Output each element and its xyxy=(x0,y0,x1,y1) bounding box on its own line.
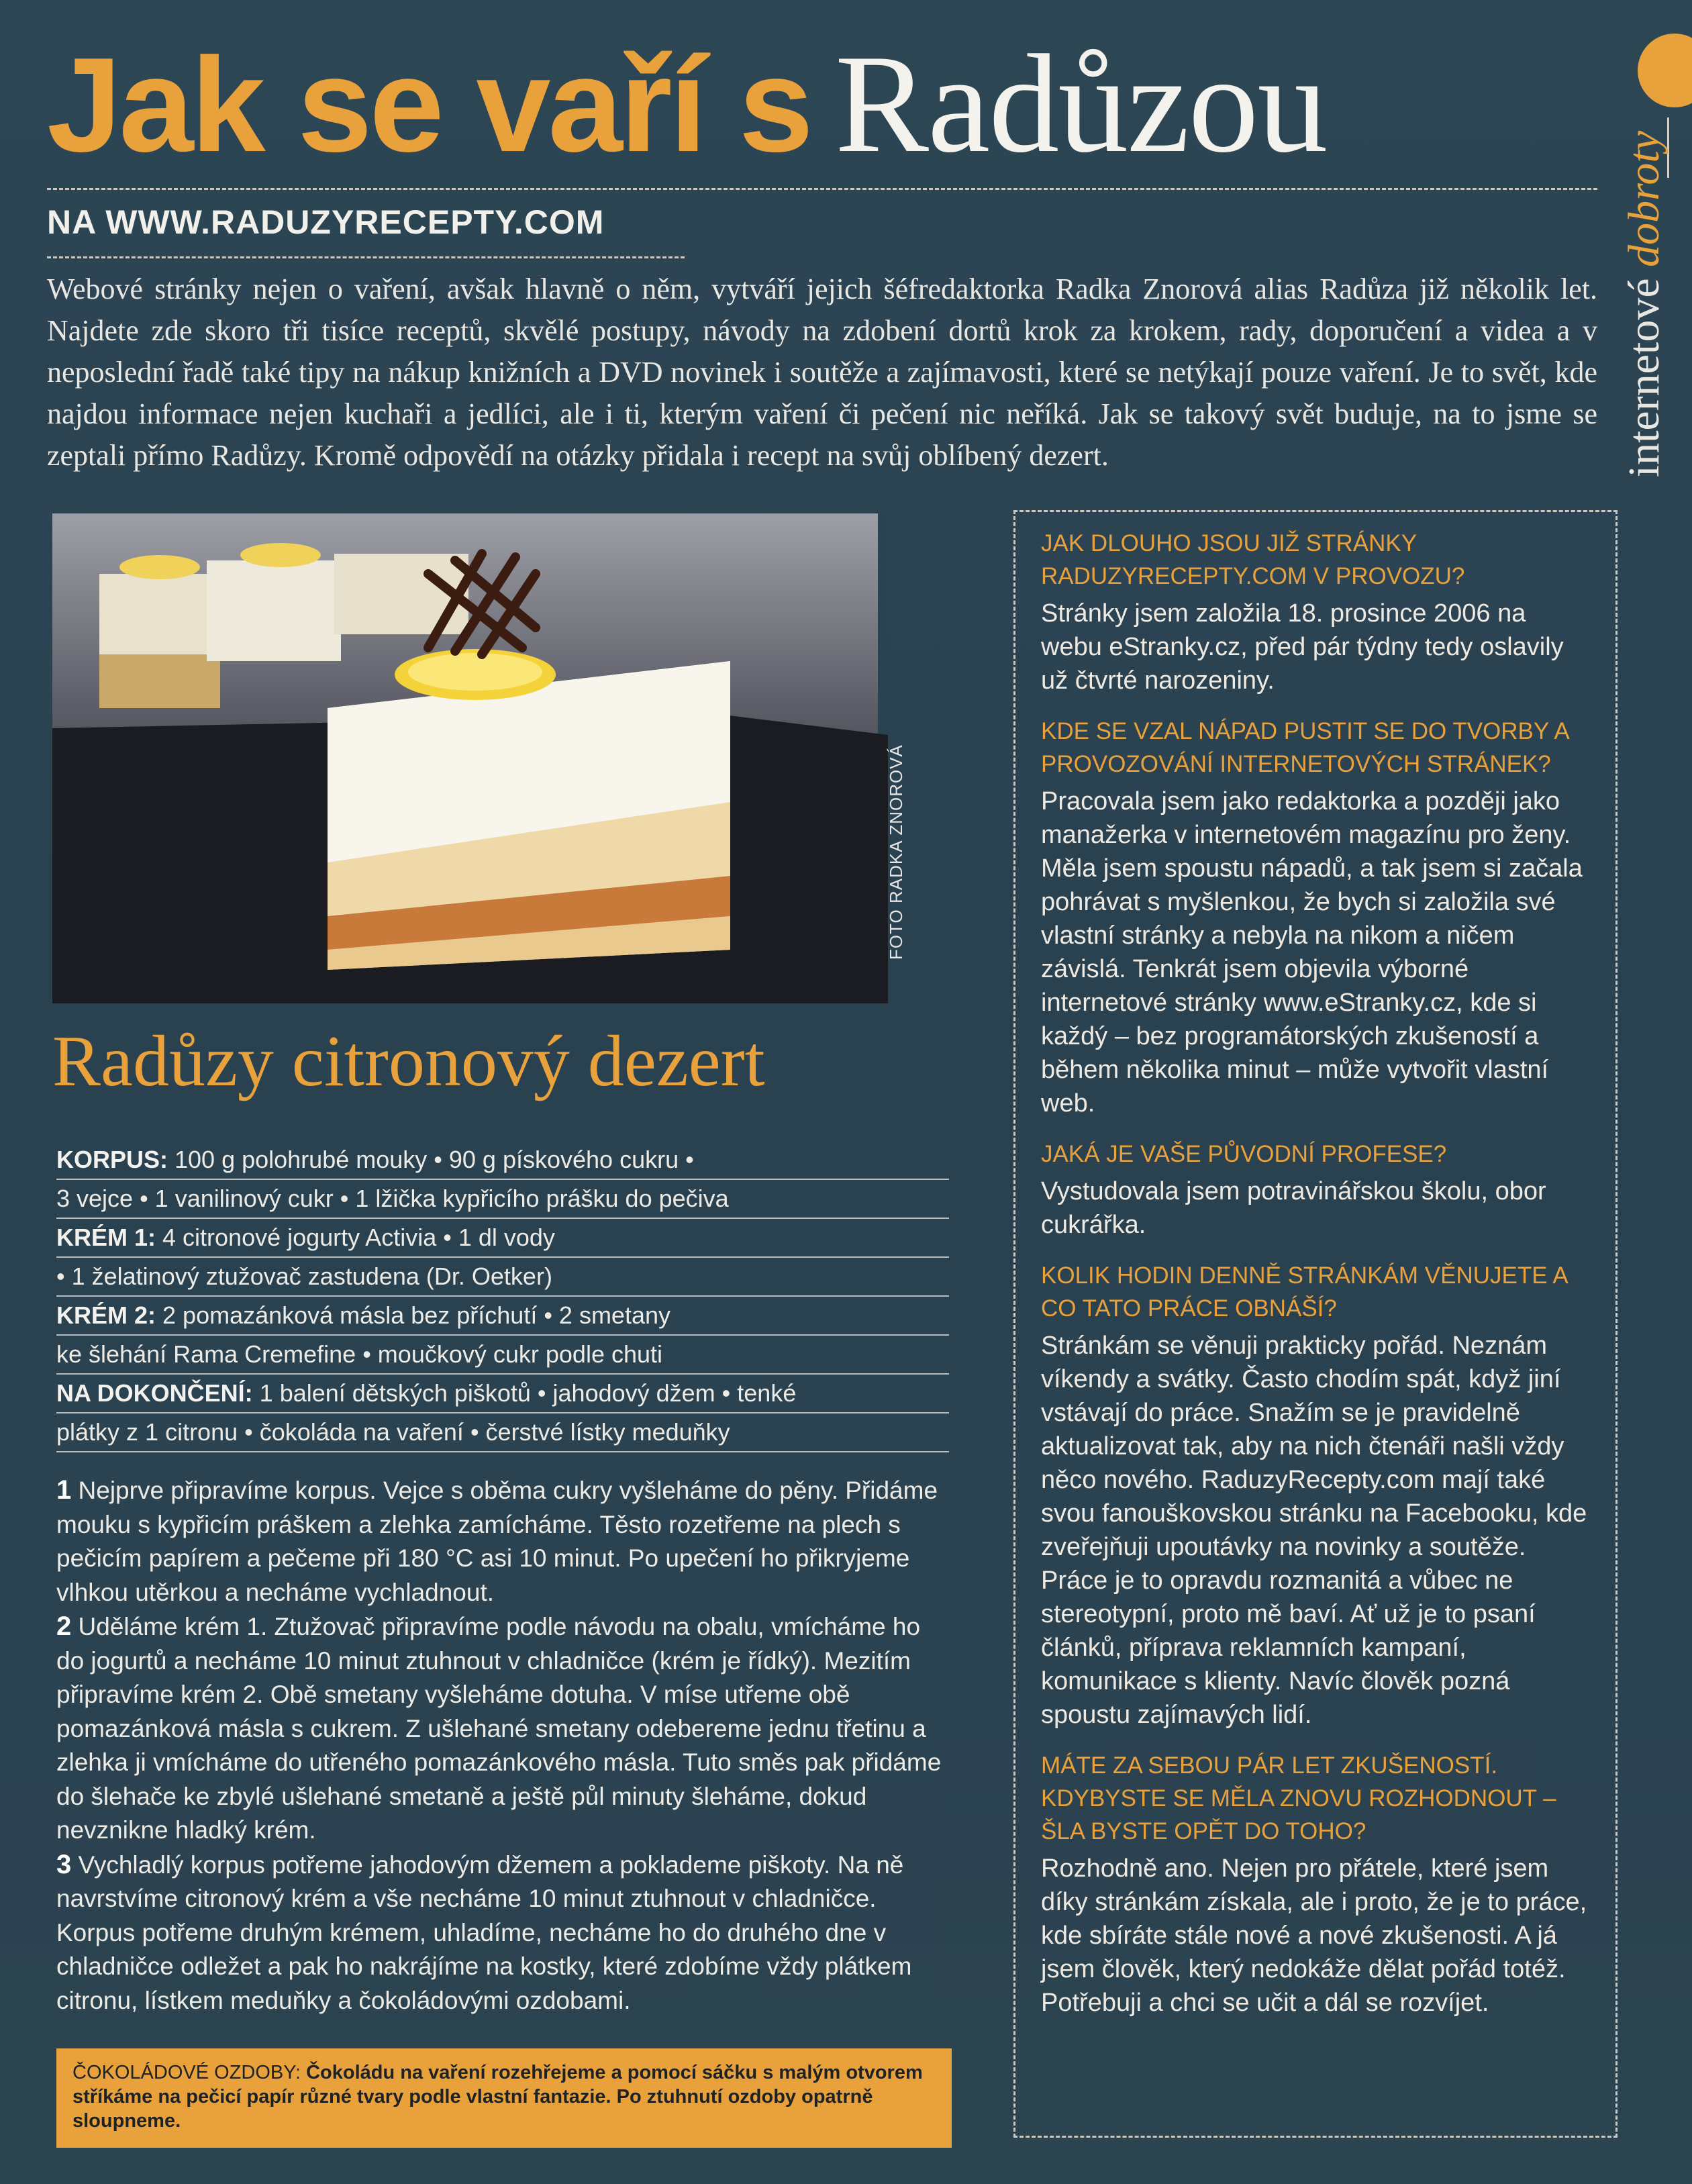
ingredient-row: 3 vejce • 1 vanilinový cukr • 1 lžička kypřicího prášku do pečiva xyxy=(56,1180,949,1219)
dessert-illustration xyxy=(52,513,888,1003)
recipe-step: 1 Nejprve připravíme korpus. Vejce s oběma cukry vyšleháme do pěny. Přidáme mouku s kypřicím práškem a zlehka zamícháme. Těsto rozetřeme na plech s pečicím papírem a pečeme při 180 °C asi 10 minut. Po upečení ho přikryjeme vlhkou utěrkou a necháme vychladnout. xyxy=(56,1475,938,1606)
page-title xyxy=(47,27,1326,181)
ingredient-row: KORPUS: 100 g polohrubé mouky • 90 g pískového cukru • xyxy=(56,1141,949,1180)
ingredient-row: plátky z 1 citronu • čokoláda na vaření • čerstvé lístky meduňky xyxy=(56,1413,949,1452)
ingredient-row: • 1 želatinový ztužovač zastudena (Dr. Oetker) xyxy=(56,1258,949,1297)
recipe-title: Radůzy citronový dezert xyxy=(52,1022,765,1101)
ingredient-row: NA DOKONČENÍ: 1 balení dětských piškotů • jahodový džem • tenké xyxy=(56,1375,949,1413)
section-tab-label xyxy=(1607,131,1681,527)
section-tab-word-1: internetové xyxy=(1620,278,1669,478)
recipe-step: 3 Vychladlý korpus potřeme jahodovým džemem a poklademe piškoty. Na ně navrstvíme citronový krém a vše necháme 10 minut ztuhnout v chladničce. Korpus potřeme druhým krémem, uhladíme, necháme ho do druhého dne v chladničce odležet a pak ho nakrájíme na kostky, které zdobíme vždy plátkem citronu, lístkem meduňky a čokoládovými ozdobami. xyxy=(56,1849,912,2014)
interview-box xyxy=(1013,510,1618,2138)
interview-question: JAKÁ JE VAŠE PŮVODNÍ PROFESE? xyxy=(1041,1141,1447,1167)
note-text: Čokoládu na vaření rozehřejeme a pomocí sáčku s malým otvorem stříkáme na pečicí papír různé tvary podle vlastní fantazie. Po ztuhnutí ozdoby opatrně sloupneme. xyxy=(72,2062,923,2132)
title-part-1: Jak se vaří s xyxy=(47,30,811,180)
interview-answer: Rozhodně ano. Nejen pro přátele, které jsem díky stránkám získala, ale i proto, že je to práce, kde sbíráte stále nové a nové zkušenosti. A já jsem člověk, který nedokáže dělat pořád totéž. Potřebuji a chci se učit a dál se rozvíjet. xyxy=(1041,1854,1587,2017)
title-part-2: Radůzou xyxy=(834,26,1327,182)
ingredient-row: KRÉM 1: 4 citronové jogurty Activia • 1 dl vody xyxy=(56,1219,949,1258)
ingredient-row: KRÉM 2: 2 pomazánková másla bez příchutí • 2 smetany xyxy=(56,1297,949,1336)
note-label: ČOKOLÁDOVÉ OZDOBY: xyxy=(72,2062,301,2083)
title-divider xyxy=(47,188,1597,190)
interview-question: KOLIK HODIN DENNĚ STRÁNKÁM VĚNUJETE A CO TATO PRÁCE OBNÁŠÍ? xyxy=(1041,1262,1567,1322)
section-tab-word-2: dobroty xyxy=(1620,131,1669,267)
interview-question: MÁTE ZA SEBOU PÁR LET ZKUŠENOSTÍ. KDYBYSTE SE MĚLA ZNOVU ROZHODNOUT – ŠLA BYSTE OPĚT DO TOHO? xyxy=(1041,1752,1556,1844)
recipe-steps xyxy=(56,1473,949,2018)
intro-paragraph: Webové stránky nejen o vaření, avšak hlavně o něm, vytváří jejich šéfredaktorka Radka Znorová alias Radůza již několik let. Najdete zde skoro tři tisíce receptů, skvělé postupy, návody na zdobení dortů krok za krokem, rady, doporučení a videa a v neposlední řadě také tipy na nákup knižních a DVD novinek i soutěže a zajímavosti, které se netýkají pouze vaření. Je to svět, kde najdou informace nejen kuchaři a jedlíci, ale i ti, kterým vaření či pečení nic neříká. Jak se takový svět buduje, na to jsme se zeptali přímo Radůzy. Kromě odpovědí na otázky přidala i recept na svůj oblíbený dezert. xyxy=(47,272,1597,472)
dessert-photo xyxy=(52,513,888,1003)
interview-answer: Stránkám se věnuji prakticky pořád. Neznám víkendy a svátky. Často chodím spát, když jiní vstávají do práce. Snažím se je pravidelně aktualizovat tak, aby na nich čtenáři našli vždy něco nového. RaduzyRecepty.com mají také svou fanouškovskou stránku na Facebooku, kde zveřejňuji upoutávky na novinky a soutěže. Práce je to opravdu rozmanitá a vůbec ne stereotypní, proto mě baví. Ať už je to psaní článků, příprava reklamních kampaní, komunikace s klienty. Navíc člověk pozná spoustu zajímavých lidí. xyxy=(1041,1332,1587,1729)
interview-question: KDE SE VZAL NÁPAD PUSTIT SE DO TVORBY A PROVOZOVÁNÍ INTERNETOVÝCH STRÁNEK? xyxy=(1041,718,1569,777)
recipe-step: 2 Uděláme krém 1. Ztužovač připravíme podle návodu na obalu, vmícháme ho do jogurtů a necháme 10 minut ztuhnout v chladničce (krém je řídký). Mezitím připravíme krém 2. Obě smetany vyšleháme dotuha. V míse utřeme obě pomazánková másla s cukrem. Z ušlehané smetany odebereme jednu třetinu a zlehka ji vmícháme do utřeného pomazánkového másla. Tuto směs pak přidáme do šlehače ke zbylé ušlehané smetaně a ještě půl minuty šleháme, dokud nevznikne hladký krém. xyxy=(56,1611,942,1844)
photo-credit: FOTO RADKA ZNOROVÁ xyxy=(886,744,906,960)
interview-question: JAK DLOUHO JSOU JIŽ STRÁNKY RADUZYRECEPTY.COM V PROVOZU? xyxy=(1041,530,1465,589)
ingredient-row: ke šlehání Rama Cremefine • moučkový cukr podle chuti xyxy=(56,1336,949,1375)
section-marker-circle xyxy=(1638,34,1692,107)
ingredients-list xyxy=(56,1141,949,1452)
interview-answer: Stránky jsem založila 18. prosince 2006 na webu eStranky.cz, před pár týdny tedy oslavily už čtvrté narozeniny. xyxy=(1041,599,1564,695)
interview-answer: Pracovala jsem jako redaktorka a později jako manažerka v internetovém magazínu pro ženy. Měla jsem spoustu nápadů, a tak jsem si začala pohrávat s myšlenkou, že bych si založila své vlastní stránky a nebyla na nikom a ničem závislá. Tenkrát jsem objevila výborné internetové stránky www.eStranky.cz, kde si každý – bez programátorských zkušeností a během několika minut – může vytvořit vlastní web. xyxy=(1041,787,1583,1118)
site-url-heading: NA WWW.RADUZYRECEPTY.COM xyxy=(47,203,605,241)
site-divider xyxy=(47,256,685,258)
chocolate-decoration-note xyxy=(56,2048,952,2148)
interview-answer: Vystudovala jsem potravinářskou školu, obor cukrářka. xyxy=(1041,1177,1546,1239)
